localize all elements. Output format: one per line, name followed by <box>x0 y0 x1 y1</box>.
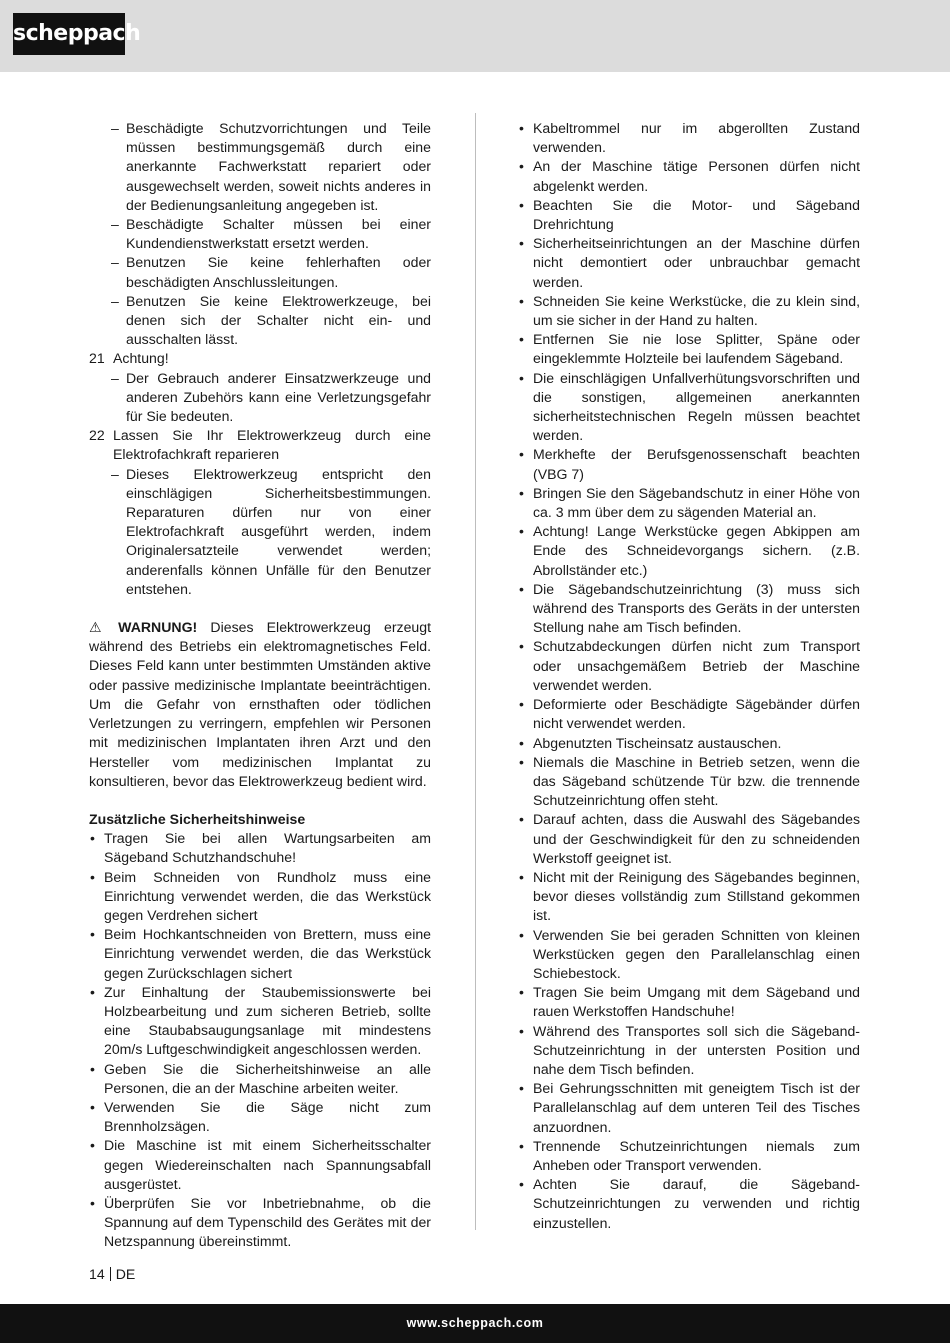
language-code: DE <box>115 1266 136 1282</box>
list-item-text: Benutzen Sie keine fehlerhaften oder beschädigten Anschlussleitungen. <box>126 254 431 290</box>
list-item-text: Sicherheitseinrichtungen an der Maschine dürfen nicht demontiert oder unbrauchbar gemacht werden. <box>533 235 860 290</box>
list-item <box>518 983 860 1021</box>
list-item <box>518 1175 860 1233</box>
list-item <box>518 330 860 368</box>
bullet-marker: • <box>90 830 95 847</box>
bullet-marker: • <box>90 1060 95 1077</box>
list-item <box>518 637 860 695</box>
list-item-text: Die Maschine ist mit einem Sicherheitsschalter gegen Wiedereinschalten nach Spannungsabfall ausgerüstet. <box>104 1137 431 1192</box>
bullet-marker: • <box>519 331 524 348</box>
dash-marker: – <box>111 120 119 136</box>
list-item-text: An der Maschine tätige Personen dürfen nicht abgelenkt werden. <box>533 158 860 194</box>
item-text: Achtung! <box>113 350 169 367</box>
bullet-marker: • <box>519 235 524 252</box>
page-header <box>0 0 950 72</box>
list-item-text: Geben Sie die Sicherheitshinweise an alle Personen, die an der Maschine arbeiten weiter. <box>104 1060 431 1096</box>
bullet-marker: • <box>519 292 524 309</box>
list-item <box>518 196 860 234</box>
list-item <box>518 926 860 984</box>
warning-paragraph <box>89 618 431 791</box>
list-item-text: Beschädigte Schalter müssen bei einer Kundendienstwerkstatt ersetzt werden. <box>126 216 431 252</box>
list-item-text: Beim Hochkantschneiden von Brettern, muss eine Einrichtung verwendet werden, die das Werkstück gegen Zurückschlagen sichert <box>104 926 431 981</box>
dash-marker: – <box>111 369 119 386</box>
list-item <box>518 1137 860 1175</box>
list-item <box>518 868 860 926</box>
list-item <box>89 215 431 253</box>
page-number-separator <box>110 1267 111 1281</box>
numbered-item-22 <box>89 426 431 464</box>
list-item <box>518 119 860 157</box>
list-item-text: Abgenutzten Tischeinsatz austauschen. <box>533 734 782 751</box>
list-item-text: Tragen Sie beim Umgang mit dem Sägeband und rauen Werkstoffen Handschuhe! <box>533 984 860 1020</box>
list-item <box>89 119 431 215</box>
list-item <box>518 369 860 446</box>
list-item <box>89 465 431 599</box>
dash-marker: – <box>111 254 119 271</box>
list-item-text: Achtung! Lange Werkstücke gegen Abkippen am Ende des Schneidevorgangs sichern. (z.B. Abrollständer etc.) <box>533 523 860 578</box>
list-item-text: Verwenden Sie bei geraden Schnitten von kleinen Werkstücken gegen den Parallelanschlag einen Schiebestock. <box>533 926 860 981</box>
list-item <box>518 157 860 195</box>
bullet-marker: • <box>519 158 524 175</box>
column-divider <box>475 113 476 1230</box>
bullet-marker: • <box>519 1080 524 1097</box>
list-item-text: Beschädigte Schutzvorrichtungen und Teile müssen bestimmungsgemäß durch eine anerkannte Fachwerkstatt repariert oder ausgewechselt werden, soweit nichts anderes in der Bedienungsanleitung angegeben ist. <box>126 120 431 213</box>
list-item <box>518 753 860 811</box>
scheppach-logo: scheppach <box>13 13 125 55</box>
bullet-marker: • <box>519 120 524 136</box>
list-item <box>518 695 860 733</box>
bullet-marker: • <box>519 868 524 885</box>
list-item <box>89 369 431 427</box>
bullet-marker: • <box>519 638 524 655</box>
list-item <box>89 1060 431 1098</box>
list-item-text: Beim Schneiden von Rundholz muss eine Einrichtung verwendet werden, die das Werkstück gegen Verdrehen sichert <box>104 868 431 923</box>
bullet-marker: • <box>519 580 524 597</box>
list-item <box>89 1136 431 1194</box>
bullet-marker: • <box>519 984 524 1001</box>
list-item-text: Trennende Schutzeinrichtungen niemals zum Anheben oder Transport verwenden. <box>533 1137 860 1173</box>
list-item-text: Verwenden Sie die Säge nicht zum Brennholzsägen. <box>104 1098 431 1135</box>
list-item <box>518 234 860 292</box>
list-item-text: Die Sägebandschutzeinrichtung (3) muss sich während des Transports des Geräts in der untersten Stellung nahe am Tisch befinden. <box>533 580 860 636</box>
list-item-text: Bei Gehrungsschnitten mit geneigtem Tisch ist der Parallelanschlag auf dem unteren Teil des Tisches anzuordnen. <box>533 1080 860 1135</box>
section-heading: Zusätzliche Sicherheitshinweise <box>89 810 306 827</box>
bullet-marker: • <box>519 811 524 828</box>
list-item <box>518 292 860 330</box>
bullet-marker: • <box>519 484 524 501</box>
bullet-marker: • <box>519 1137 524 1154</box>
list-item-text: Merkhefte der Berufsgenossenschaft beachten (VBG 7) <box>533 446 860 482</box>
bullet-marker: • <box>519 1176 524 1193</box>
bullet-marker: • <box>90 1194 95 1211</box>
page-footer <box>0 1304 950 1343</box>
list-item <box>518 580 860 638</box>
list-item <box>89 925 431 983</box>
bullet-marker: • <box>519 926 524 943</box>
page-number <box>89 1265 135 1284</box>
list-item-text: Kabeltrommel nur im abgerollten Zustand verwenden. <box>533 120 860 156</box>
list-item-text: Dieses Elektrowerkzeug entspricht den einschlägigen Sicherheitsbestimmungen. Reparaturen dürfen nur von einer Elektrofachkraft ausgeführt werden, indem Originalersatzteile verwendet werden; anderenfalls können Unfälle für den Benutzer entstehen. <box>126 465 431 597</box>
bullet-marker: • <box>519 696 524 713</box>
dash-marker: – <box>111 292 119 309</box>
list-item <box>89 983 431 1060</box>
list-item <box>518 734 860 753</box>
list-item <box>518 445 860 483</box>
list-item-text: Niemals die Maschine in Betrieb setzen, wenn die das Sägeband schützende Tür bzw. die trennende Schutzeinrichtung offen steht. <box>533 753 860 809</box>
item-text: Lassen Sie Ihr Elektrowerkzeug durch eine Elektrofachkraft reparieren <box>113 427 431 463</box>
item-number: 22 <box>89 427 105 444</box>
list-item-text: Während des Transportes soll sich die Sägeband-Schutzeinrichtung in der untersten Position und nahe dem Tisch befinden. <box>533 1022 860 1077</box>
bullet-marker: • <box>90 926 95 943</box>
list-item-text: Achten Sie darauf, die Sägeband- Schutzeinrichtungen zu verwenden und richtig einzustellen. <box>533 1176 860 1231</box>
bullet-marker: • <box>519 369 524 386</box>
numbered-item-21 <box>89 349 431 368</box>
warning-triangle-icon: ⚠ <box>89 619 102 636</box>
dash-marker: – <box>111 216 119 233</box>
dash-marker: – <box>111 465 119 482</box>
list-item-text: Nicht mit der Reinigung des Sägebandes beginnen, bevor dieses vollständig zum Stillstand gekommen ist. <box>533 868 860 924</box>
list-item-text: Schutzabdeckungen dürfen nicht zum Transport oder unsachgemäßem Betrieb der Maschine verwendet werden. <box>533 638 860 693</box>
list-item <box>89 868 431 926</box>
list-item <box>89 1098 431 1136</box>
right-column <box>518 119 860 1233</box>
bullet-marker: • <box>90 1098 95 1115</box>
bullet-marker: • <box>519 753 524 770</box>
list-item-text: Deformierte oder Beschädigte Sägebänder dürfen nicht verwendet werden. <box>533 696 860 732</box>
list-item <box>89 253 431 291</box>
list-item-text: Entfernen Sie nie lose Splitter, Späne oder eingeklemmte Holzteile bei laufendem Sägeband. <box>533 331 860 367</box>
bullet-marker: • <box>90 983 95 1000</box>
bullet-marker: • <box>519 196 524 213</box>
list-item <box>518 522 860 580</box>
bullet-marker: • <box>519 523 524 540</box>
bullet-marker: • <box>519 734 524 751</box>
list-item-text: Die einschlägigen Unfallverhütungsvorschriften und die sonstigen, allgemeinen anerkannten sicherheitstechnischen Regeln müssen beachtet werden. <box>533 369 860 444</box>
page-number-value: 14 <box>89 1266 105 1282</box>
list-item <box>518 1022 860 1080</box>
list-item-text: Darauf achten, dass die Auswahl des Sägebandes und der Geschwindigkeit für den zu schneidenden Werkstoff geeignet ist. <box>533 811 860 866</box>
list-item <box>89 292 431 350</box>
bullet-marker: • <box>519 446 524 463</box>
warning-label: WARNUNG! <box>118 619 198 636</box>
list-item-text: Bringen Sie den Sägebandschutz in einer Höhe von ca. 3 mm über dem zu sägenden Material an. <box>533 484 860 521</box>
list-item <box>518 810 860 868</box>
list-item-text: Zur Einhaltung der Staubemissionswerte bei Holzbearbeitung und zum sicheren Betrieb, sollte eine Staubabsaugungsanlage mit mindestens 20m/s Luftgeschwindigkeit angeschlossen werden. <box>104 983 431 1058</box>
list-item-text: Schneiden Sie keine Werkstücke, die zu klein sind, um sie sicher in der Hand zu halten. <box>533 292 860 329</box>
list-item-text: Tragen Sie bei allen Wartungsarbeiten am Sägeband Schutzhandschuhe! <box>104 830 431 866</box>
left-column <box>89 119 431 1252</box>
list-item <box>89 1194 431 1252</box>
bullet-marker: • <box>90 868 95 885</box>
list-item <box>518 1079 860 1137</box>
list-item-text: Überprüfen Sie vor Inbetriebnahme, ob die Spannung auf dem Typenschild des Gerätes mit der Netzspannung übereinstimmt. <box>104 1194 431 1250</box>
list-item <box>89 829 431 867</box>
bullet-marker: • <box>90 1137 95 1154</box>
item-number: 21 <box>89 350 105 367</box>
footer-url: www.scheppach.com <box>406 1316 544 1330</box>
list-item-text: Der Gebrauch anderer Einsatzwerkzeuge und anderen Zubehörs kann eine Verletzungsgefahr für Sie bedeuten. <box>126 369 431 425</box>
bullet-marker: • <box>519 1022 524 1039</box>
list-item <box>518 484 860 522</box>
warning-text: Dieses Elektrowerkzeug erzeugt während des Betriebs ein elektromagnetisches Feld. Dieses Feld kann unter bestimmten Umständen aktive oder passive medizinische Implantate beeinträchtigen. Um die Gefahr von ernsthaften oder tödlichen Verletzungen zu verringern, empfehlen wir Personen mit medizinischen Implantaten ihren Arzt und den Hersteller vom medizinischen Implantat zu konsultieren, bevor das Elektrowerkzeug bedient wird. <box>89 619 432 789</box>
list-item-text: Beachten Sie die Motor- und Sägeband Drehrichtung <box>533 196 860 233</box>
list-item-text: Benutzen Sie keine Elektrowerkzeuge, bei denen sich der Schalter nicht ein- und ausschalten lässt. <box>126 292 431 348</box>
